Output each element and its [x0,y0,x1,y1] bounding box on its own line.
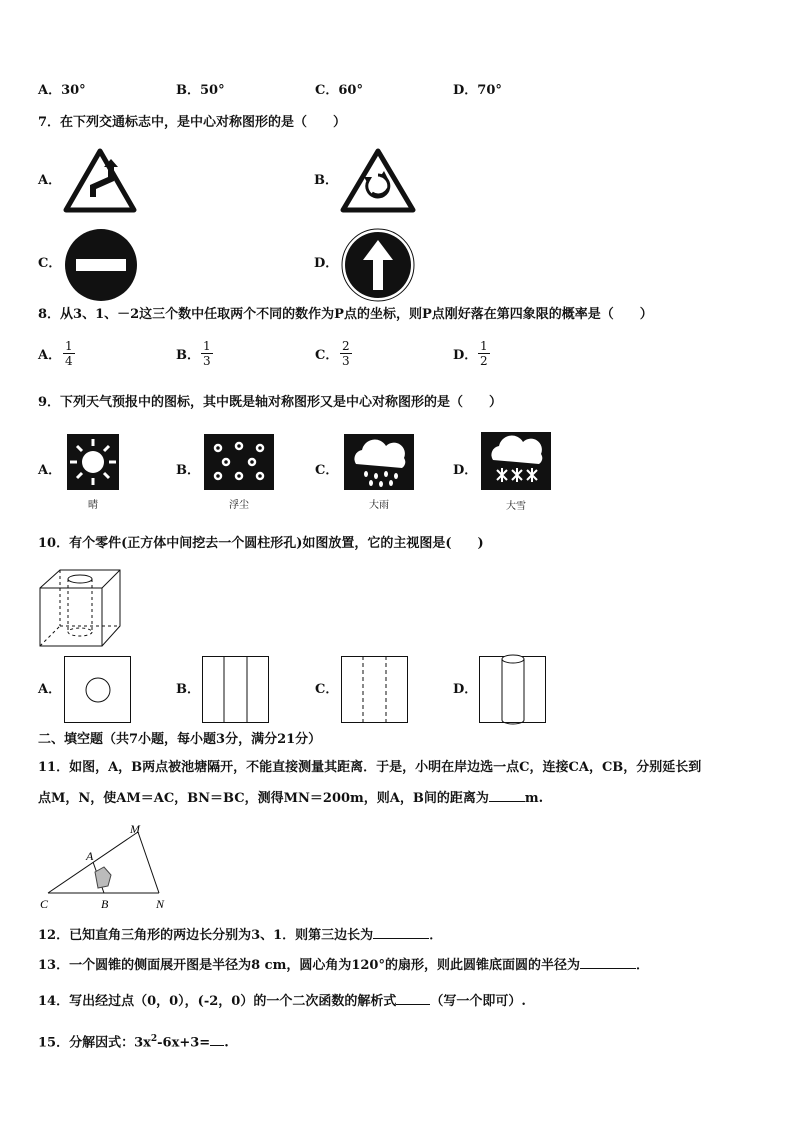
view-option-d-figure [479,654,547,724]
cube-with-hole-figure [38,568,124,648]
q7-label-c: C． [38,256,62,271]
q12-answer-blank[interactable] [373,938,429,939]
pond-triangle-figure [38,822,174,912]
q8-label-d: D． [453,348,478,363]
q15: 15．分解因式：$3x^2-6x+3=$ . [38,1034,229,1051]
sign-winding-road-icon [64,147,136,213]
q10-label-d: D． [453,682,478,697]
q13: 13．一个圆锥的侧面展开图是半径为8 cm，圆心角为120°的扇形，则此圆锥底面圆的半径为 ． [38,958,649,973]
q12: 12．已知直角三角形的两边长分别为3、1．则第三边长为 ． [38,928,443,943]
weather-sunny-icon [67,434,119,490]
q8-label-c: C． [315,348,339,363]
q6-option-a: A．30° [38,83,86,98]
weather-heavy-rain-icon [344,434,414,490]
point-label-n: N [156,897,165,911]
q7-label-a: A． [38,173,62,188]
q6-option-c: C．60° [315,83,363,98]
weather-caption-d: 大雪 [506,501,526,512]
weather-caption-c: 大雨 [369,500,389,511]
sign-straight-ahead-icon [341,228,415,302]
q10-stem: 10．有个零件(正方体中间挖去一个圆柱形孔)如图放置，它的主视图是( ) [38,536,484,551]
q10-label-c: C． [315,682,339,697]
sign-roundabout-icon [340,147,416,213]
point-label-a: A [86,849,94,863]
weather-heavy-snow-icon [481,432,551,490]
q10-label-b: B． [176,682,200,697]
q8-fraction-d: $\frac{1}{2}$ [480,339,488,368]
view-option-a-figure [64,656,132,724]
q14-answer-blank[interactable] [396,1004,430,1005]
q14: 14．写出经过点（0，0），(-2，0）的一个二次函数的解析式 （写一个即可）. [38,994,526,1009]
q9-stem: 9．下列天气预报中的图标，其中既是轴对称图形又是中心对称图形的是（ ） [38,395,503,410]
q8-label-b: B． [176,348,200,363]
q7-stem: 7．在下列交通标志中，是中心对称图形的是（ ） [38,115,347,130]
weather-caption-a: 晴 [88,500,98,511]
view-option-c-figure [341,656,409,724]
q8-fraction-c: $\frac{2}{3}$ [342,339,350,368]
q11-line2: 点M，N，使AM＝AC，BN＝BC，测得MN＝200m，则A，B间的距离为 m. [38,791,544,806]
q15-answer-blank[interactable] [210,1045,224,1046]
q13-answer-blank[interactable] [580,968,636,969]
q11-answer-blank[interactable] [489,801,525,802]
q8-label-a: A． [38,348,62,363]
sign-no-entry-icon [64,228,138,302]
point-label-m: M [130,822,140,836]
q8-fraction-b: $\frac{1}{3}$ [203,339,211,368]
q9-label-b: B． [176,463,200,478]
q9-label-d: D． [453,463,478,478]
q9-label-a: A． [38,463,62,478]
q8-stem: 8．从3、1、－2这三个数中任取两个不同的数作为P点的坐标，则P点刚好落在第四象限的概率是（ ） [38,307,653,322]
q7-label-d: D． [314,256,339,271]
point-label-b: B [101,897,109,911]
q8-fraction-a: $\frac{1}{4}$ [65,339,73,368]
q11-line1: 11．如图，A，B两点被池塘隔开，不能直接测量其距离．于是，小明在岸边选一点C，连接CA，CB，分别延长到 [38,760,702,775]
weather-dust-icon [204,434,274,490]
q6-option-b: B．50° [176,83,225,98]
point-label-c: C [40,897,49,911]
q6-option-d: D．70° [453,83,502,98]
view-option-b-figure [202,656,270,724]
q9-label-c: C． [315,463,339,478]
q10-label-a: A． [38,682,62,697]
section-title: 二、填空题（共7小题，每小题3分，满分21分） [38,732,322,747]
weather-caption-b: 浮尘 [229,500,249,511]
q7-label-b: B． [314,173,338,188]
